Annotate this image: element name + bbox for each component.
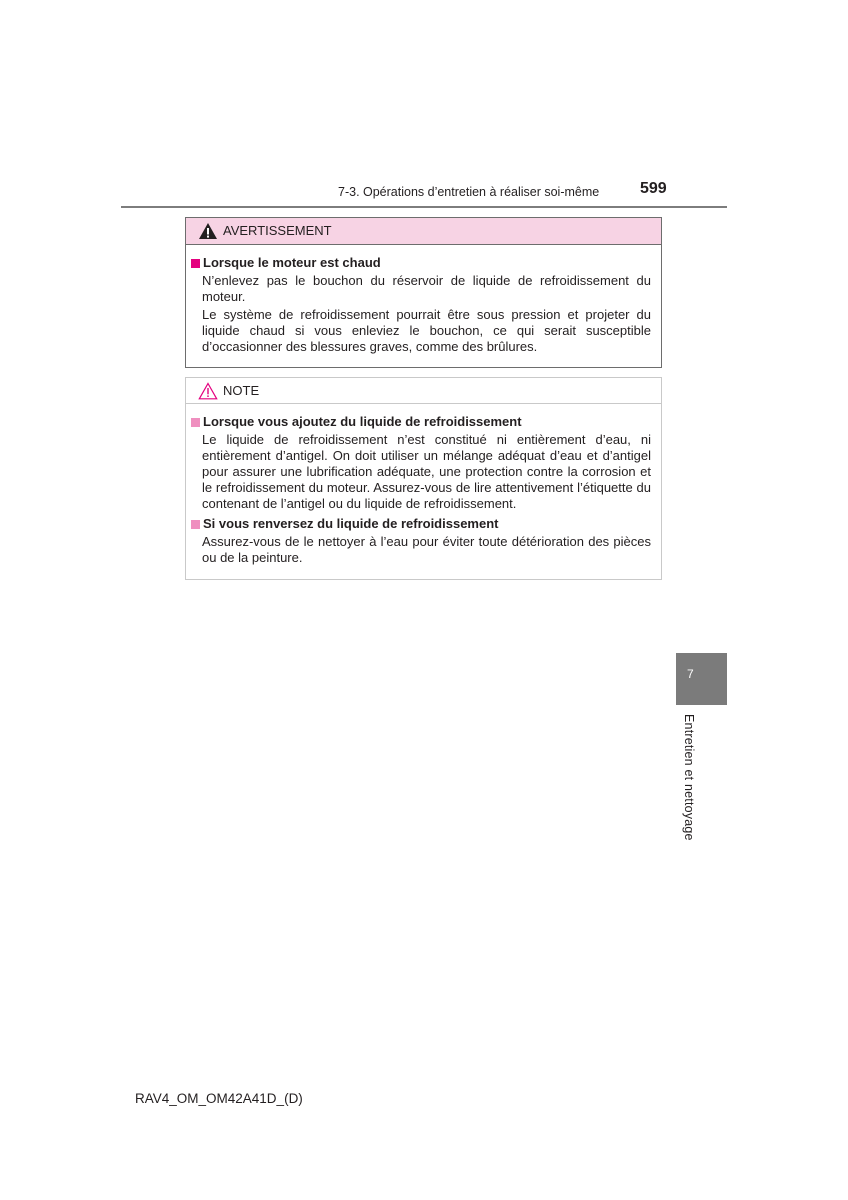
- caution-triangle-icon: [198, 382, 218, 400]
- warning-paragraph: N’enlevez pas le bouchon du réservoir de liquide de refroidissement du moteur.: [202, 273, 651, 304]
- section-title: 7-3. Opérations d’entretien à réaliser soi-même: [338, 185, 600, 199]
- note-box: [185, 377, 662, 580]
- warning-header: [186, 218, 661, 245]
- warning-body: [186, 245, 661, 355]
- chapter-number: 7: [687, 667, 694, 681]
- note-body: [186, 404, 661, 566]
- chapter-label: Entretien et nettoyage: [682, 714, 696, 841]
- warning-label: AVERTISSEMENT: [223, 223, 332, 238]
- page-number: 599: [640, 180, 667, 197]
- note-item-title-text: Lorsque vous ajoutez du liquide de refroidissement: [203, 414, 522, 429]
- square-bullet-icon: [191, 520, 200, 529]
- chapter-tab: [676, 653, 727, 705]
- warning-paragraph: Le système de refroidissement pourrait être sous pression et projeter du liquide chaud si vous enleviez le bouchon, ce qui serait susceptible d’occasionner des blessures graves, comme des brûlures.: [202, 307, 651, 354]
- warning-item-title: [191, 255, 651, 271]
- square-bullet-icon: [191, 259, 200, 268]
- note-item-title: [191, 516, 651, 532]
- warning-item-title-text: Lorsque le moteur est chaud: [203, 255, 381, 270]
- note-paragraph: Le liquide de refroidissement n’est constitué ni entièrement d’eau, ni entièrement d’antigel. On doit utiliser un mélange adéquat d’eau et d’antigel pour assurer une lubrification adéquate, une protection contre la corrosion et le refroidissement du moteur. Assurez-vous de lire attentivement l’étiquette du contenant de l’antigel ou du liquide de refroidissement.: [202, 432, 651, 511]
- note-item-title: [191, 414, 651, 430]
- note-header: [186, 378, 661, 404]
- note-item-title-text: Si vous renversez du liquide de refroidissement: [203, 516, 499, 531]
- warning-triangle-icon: [198, 222, 218, 240]
- note-paragraph: Assurez-vous de le nettoyer à l’eau pour éviter toute détérioration des pièces ou de la peinture.: [202, 534, 651, 565]
- square-bullet-icon: [191, 418, 200, 427]
- header-divider: [121, 206, 727, 208]
- document-code: RAV4_OM_OM42A41D_(D): [135, 1091, 303, 1106]
- warning-box: [185, 217, 662, 368]
- note-label: NOTE: [223, 383, 260, 398]
